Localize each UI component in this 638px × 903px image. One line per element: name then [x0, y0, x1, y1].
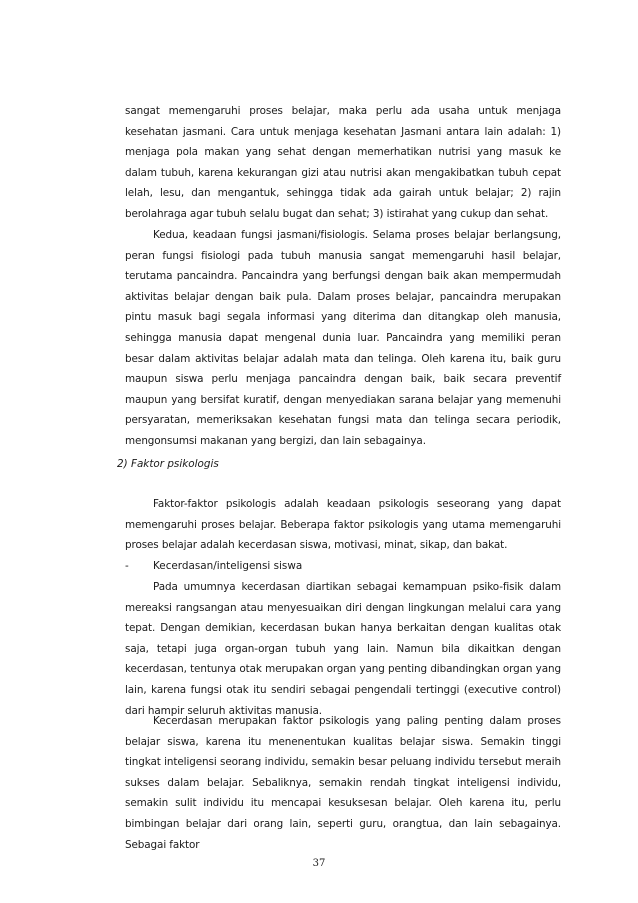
section-heading: 2) Faktor psikologis — [117, 458, 219, 470]
page-number: 37 — [312, 858, 326, 869]
bullet-label: Kecerdasan/inteligensi siswa — [153, 560, 303, 572]
paragraph-psikologis-intro: Faktor-faktor psikologis adalah keadaan psikologis seseorang yang dapat memengaruhi proses belajar. Beberapa faktor psikologis yang utama memengaruhi proses belajar adalah kecerdasan siswa, motivasi, minat, sikap, dan bakat. — [125, 498, 561, 552]
paragraph-kecerdasan-definition: Pada umumnya kecerdasan diartikan sebagai kemampuan psiko-fisik dalam mereaksi rangsangan atau menyesuaikan diri dengan lingkungan melalui cara yang tepat. Dengan demikian, kecerdasan bukan hanya berkaitan dengan kualitas otak saja, tetapi juga organ-organ tubuh yang lain. Namun bila dikaitkan dengan kecerdasan, tentunya otak merupakan organ yang penting dibandingkan organ yang lain, karena fungsi otak itu sendiri sebagai pengendali tertinggi (executive control) dari hampir seluruh aktivitas manusia. — [125, 581, 561, 717]
paragraph-jasmani: sangat memengaruhi proses belajar, maka perlu ada usaha untuk menjaga kesehatan jasmani. Cara untuk menjaga kesehatan Jasmani antara lain adalah: 1) menjaga pola makan yang sehat dengan memerhatikan nutrisi yang masuk ke dalam tubuh, karena kekurangan gizi atau nutrisi akan mengakibatkan tubuh cepat lelah, lesu, dan mengantuk, sehingga tidak ada gairah untuk belajar; 2) rajin berolahraga agar tubuh selalu bugat dan sehat; 3) istirahat yang cukup dan sehat. — [125, 105, 561, 220]
paragraph-kecerdasan-importance: Kecerdasan merupakan faktor psikologis yang paling penting dalam proses belajar siswa, karena itu menenentukan kualitas belajar siswa. Semakin tinggi tingkat inteligensi seorang individu, semakin besar peluang individu tersebut meraih sukses dalam belajar. Sebaliknya, semakin rendah tingkat inteligensi individu, semakin sulit individu itu mencapai kesuksesan belajar. Oleh karena itu, perlu bimbingan belajar dari orang lain, seperti guru, orangtua, dan lain sebagainya. Sebagai faktor — [125, 715, 561, 851]
bullet-item — [125, 556, 302, 577]
paragraph-fisiologis: Kedua, keadaan fungsi jasmani/fisiologis. Selama proses belajar berlangsung, peran fungsi fisiologi pada tubuh manusia sangat memengaruhi hasil belajar, terutama pancaindra. Pancaindra yang berfungsi dengan baik akan mempermudah aktivitas belajar dengan baik pula. Dalam proses belajar, pancaindra merupakan pintu masuk bagi segala informasi yang diterima dan ditangkap oleh manusia, sehingga manusia dapat mengenal dunia luar. Pancaindra yang memiliki peran besar dalam aktivitas belajar adalah mata dan telinga. Oleh karena itu, baik guru maupun siswa perlu menjaga pancaindra dengan baik, baik secara preventif maupun yang bersifat kuratif, dengan menyediakan sarana belajar yang memenuhi persyaratan, memeriksakan kesehatan fungsi mata dan telinga secara periodik, mengonsumsi makanan yang bergizi, dan lain sebagainya. — [125, 229, 561, 447]
bullet-dash: - — [125, 560, 129, 572]
